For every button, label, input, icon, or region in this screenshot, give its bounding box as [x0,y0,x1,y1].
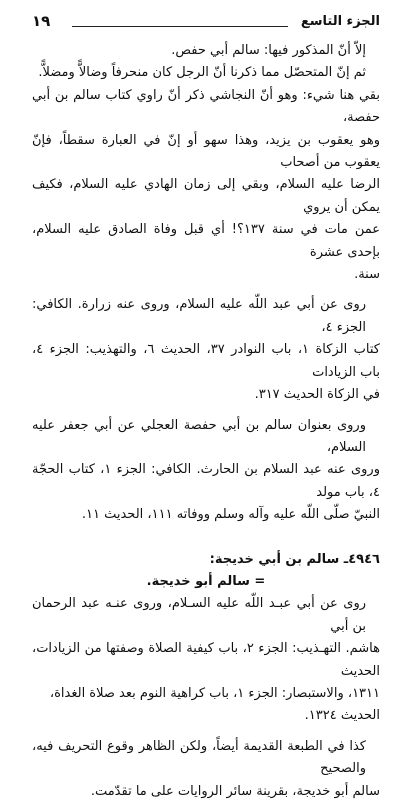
text-line: الحديث ١٣٢٤. [304,708,380,724]
text-line: في الزكاة الحديث ٣١٧. [254,387,380,403]
page-body [32,40,380,803]
text-line: ثم إنّ المتحصّل مما ذكرنا أنّ الرجل كان منحرفاً وضالاًّ ومضلاًّ. [38,65,366,81]
text-line: وروى عنه عبد السلام بن الحارث. الكافي: الجزء ١، كتاب الحجّة ٤، باب مولد [32,462,380,500]
text-line: كذا في الطبعة القديمة أيضاً، ولكن الظاهر وقوع التحريف فيه، والصحيح [32,738,366,777]
page-number: ١٩ [32,12,51,30]
text-line: إلاّ أنّ المذكور فيها: سالم أبي حفص. [171,43,366,58]
text-line: هاشم. التهـذيب: الجزء ٢، باب كيفية الصلاة وصفتها من الزيادات، الحديث [32,641,380,679]
text-line: وهو يعقوب بن يزيد، وهذا سهو أو إنّ في العبارة سقطاً، فإنّ يعقوب من أصحاب [32,132,380,171]
entry-alias: = سالم أبو خديجة. [146,573,266,589]
running-title: الجزء التاسع [300,14,380,29]
text-line: روى عن أبي عبد اللّه عليه السلام، وروى عنه زرارة. الكافي: الجزء ٤، [32,297,366,335]
text-line: بقي هنا شيء: وهو أنّ النجاشي ذكر أنّ راوي كتاب سالم بن أبي حفصة، [32,87,380,126]
text-line: الرضا عليه السلام، وبقي إلى زمان الهادي عليه السلام، فكيف يمكن أن يروي [32,177,380,215]
text-line: كتاب الزكاة ١، باب النوادر ٣٧، الحديث ٦، والتهذيب: الجزء ٤، باب الزيادات [32,342,380,380]
section-gap [32,527,380,549]
paragraph-gap [32,728,380,736]
text-line: سنة. [354,267,380,283]
header-rule [72,26,288,27]
text-line: وروى بعنوان سالم بن أبي حفصة العجلي عن أبي جعفر عليه السلام، [32,417,366,455]
page-header [32,14,380,34]
text-line: سالم أبو خديجة، بقرينة سائر الروايات على ما تقدّمت. [90,783,380,799]
paragraph-gap [32,286,380,294]
text-line: ١٣١١، والاستبصار: الجزء ١، باب كراهية النوم بعد صلاة الغداة، [49,685,380,701]
paragraph-gap [32,407,380,415]
text-line: النبيّ صلّى اللّه عليه وآله وسلم ووفاته ١١١، الحديث ١١. [81,507,380,523]
entry-heading: ٤٩٤٦ـ سالم بن أبي خديجة: [209,551,380,567]
text-line: عمن مات في سنة ١٣٧؟! أي قبل وفاة الصادق عليه السلام، بإحدى عشرة [32,222,380,260]
text-line: روى عن أبي عبـد اللّه عليه السـلام، وروى عنـه عبد الرحمان بن أبي [32,596,366,634]
